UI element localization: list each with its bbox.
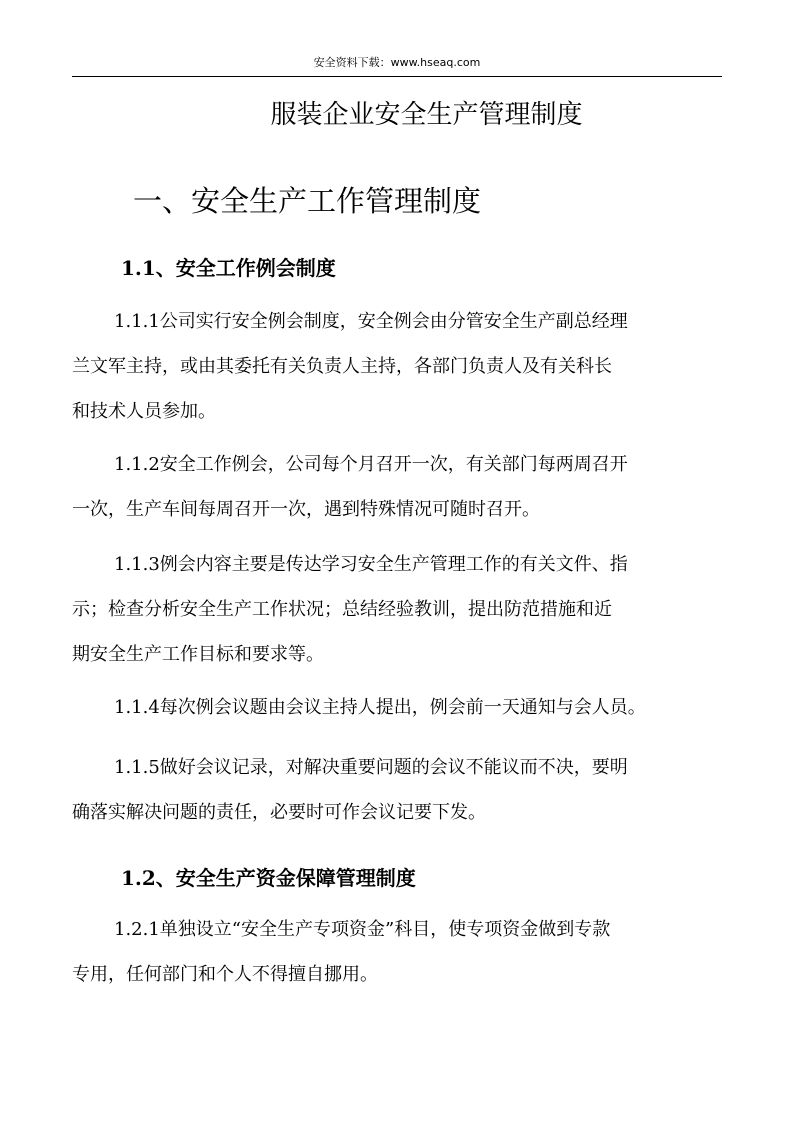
paragraph-line: 1.1.5做好会议记录，对解决重要问题的会议不能议而不决，要明 — [114, 757, 628, 778]
paragraph-line: 1.2.1单独设立“安全生产专项资金”科目，使专项资金做到专款 — [114, 919, 611, 940]
paragraph-1-1-1 — [72, 310, 722, 445]
paragraph-1-1-5 — [72, 756, 722, 846]
header-text: 安全资料下载：www.hseaq.com — [313, 56, 481, 69]
paragraph-1-1-4 — [72, 696, 722, 741]
paragraph-1-1-3 — [72, 553, 722, 688]
paragraph-line: 1.1.1公司实行安全例会制度，安全例会由分管安全生产副总经理 — [114, 311, 628, 332]
paragraph-line: 期安全生产工作目标和要求等。 — [72, 644, 324, 665]
document-title: 服装企业安全生产管理制度 — [270, 100, 583, 130]
paragraph-line: 专用，任何部门和个人不得擅自挪用。 — [72, 964, 378, 985]
page-header — [72, 55, 722, 77]
section-heading-1: 一、安全生产工作管理制度 — [133, 184, 482, 218]
paragraph-1-1-2 — [72, 453, 722, 543]
paragraph-line: 一次，生产车间每周召开一次，遇到特殊情况可随时召开。 — [72, 499, 540, 520]
paragraph-line: 确落实解决问题的责任，必要时可作会议记要下发。 — [72, 802, 486, 823]
subsection-heading-1-1: 1.1、安全工作例会制度 — [121, 256, 336, 280]
paragraph-line: 1.1.4每次例会议题由会议主持人提出，例会前一天通知与会人员。 — [114, 697, 646, 718]
paragraph-line: 1.1.3例会内容主要是传达学习安全生产管理工作的有关文件、指 — [114, 554, 628, 575]
paragraph-line: 兰文军主持，或由其委托有关负责人主持，各部门负责人及有关科长 — [72, 356, 612, 377]
paragraph-1-2-1 — [72, 918, 722, 1008]
paragraph-line: 示；检查分析安全生产工作状况；总结经验教训，提出防范措施和近 — [72, 599, 612, 620]
paragraph-line: 和技术人员参加。 — [72, 401, 216, 422]
paragraph-line: 1.1.2安全工作例会，公司每个月召开一次，有关部门每两周召开 — [114, 454, 628, 475]
subsection-heading-1-2: 1.2、安全生产资金保障管理制度 — [121, 866, 416, 890]
